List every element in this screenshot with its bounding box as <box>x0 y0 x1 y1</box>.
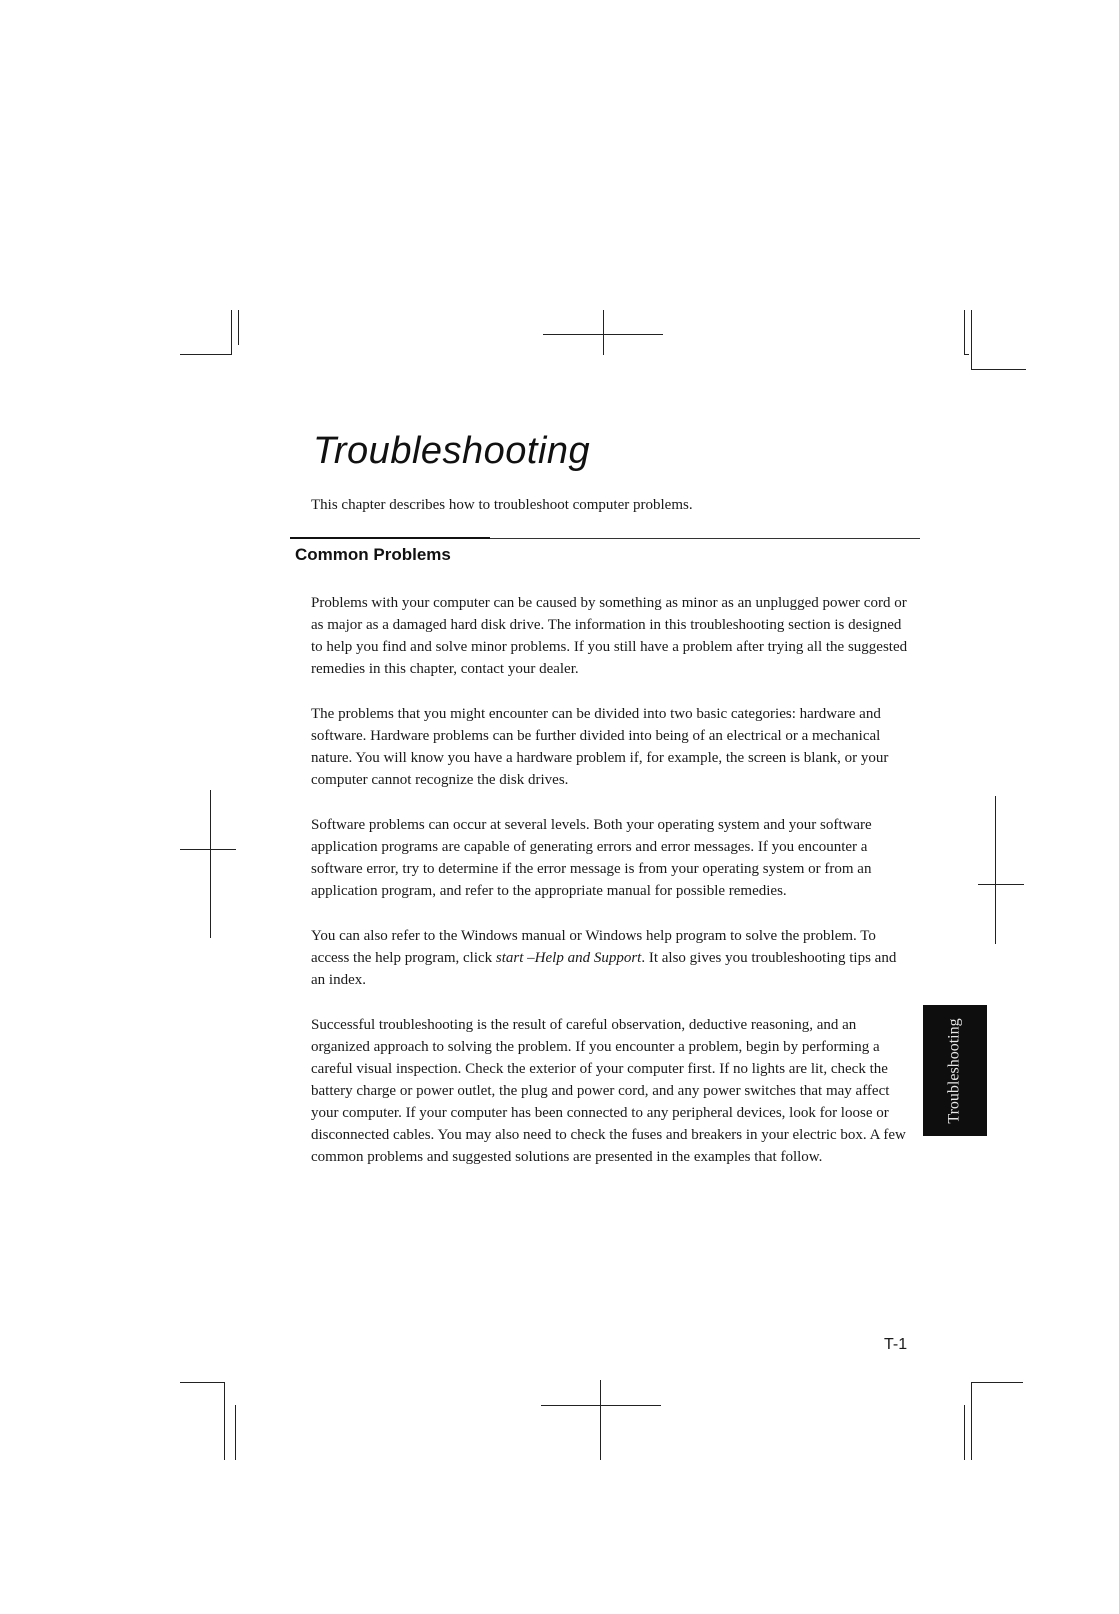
paragraph-approach: Successful troubleshooting is the result of careful observation, deductive reasoning, and an organized approach to solving the problem. If you encounter a problem, begin by performing a careful visual inspection. Check the exterior of your computer first. If no lights are lit, check the battery charge or power outlet, the plug and power cord, and any power switches that may affect your computer. If your computer has been connected to any peripheral devices, look for loose or disconnected cables. You may also need to check the fuses and breakers in your electric box. A few common problems and suggested solutions are presented in the examples that follow. <box>311 1017 906 1165</box>
section-heading: Common Problems <box>295 545 451 564</box>
help-text-before: You can also refer to the Windows manual or Windows help program to solve the problem. To access the help program, click <box>311 928 876 966</box>
paragraph-categories: The problems that you might encounter can be divided into two basic categories: hardware and software. Hardware problems can be further divided into being of an electrical or a mechanical nature. You will know you have a hardware problem if, for example, the screen is blank, or your computer cannot recognize the disk drives. <box>311 706 889 788</box>
chapter-intro: This chapter describes how to troubleshoot computer problems. <box>311 497 693 513</box>
help-menu-path: start –Help and Support <box>495 950 642 966</box>
section-divider-accent <box>290 537 490 539</box>
paragraph-help <box>311 925 911 991</box>
side-tab-label: Troubleshooting <box>946 1017 964 1124</box>
paragraph-software: Software problems can occur at several levels. Both your operating system and your software application programs are capable of generating errors and error messages. If you encounter a software error, try to determine if the error message is from your operating system or from an application program, and refer to the appropriate manual for possible remedies. <box>311 817 872 899</box>
help-text-after: . It also gives you troubleshooting tips and an index. <box>311 950 897 988</box>
chapter-title: Troubleshooting <box>313 430 591 472</box>
section-body <box>311 592 911 1191</box>
paragraph-intro: Problems with your computer can be caused by something as minor as an unplugged power cord or as major as a damaged hard disk drive. The information in this troubleshooting section is designed to help you find and solve minor problems. If you still have a problem after trying all the suggested remedies in this chapter, contact your dealer. <box>311 595 908 677</box>
page-number: T-1 <box>884 1336 908 1353</box>
chapter-side-tab <box>923 1005 987 1136</box>
